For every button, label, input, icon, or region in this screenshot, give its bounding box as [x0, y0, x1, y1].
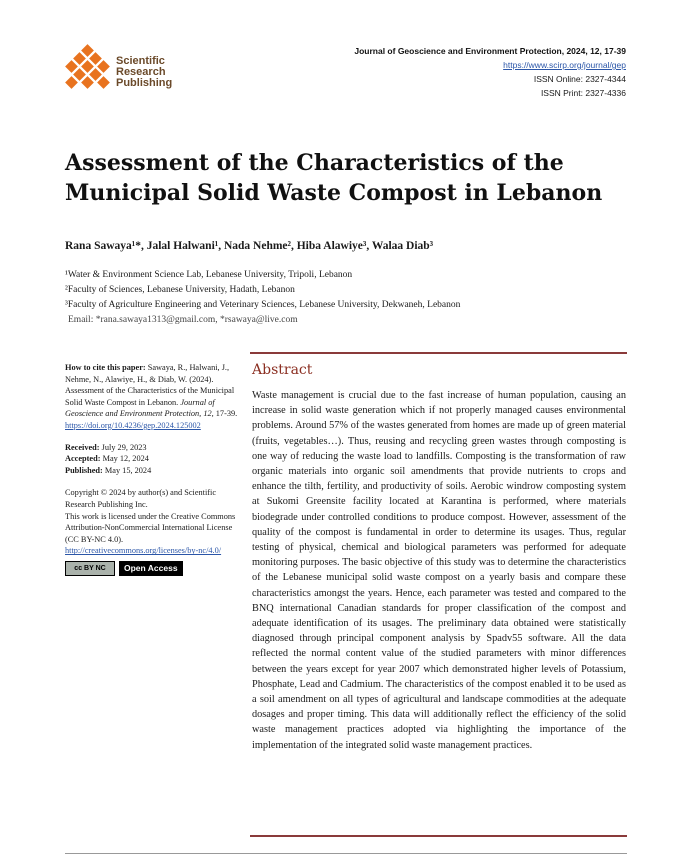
citation-text: Sawaya, R., Halwani, J., Nehme, N., Alawiye, H., & Diab, W. (2024). Assessment of the Characteristics of the Municipal Solid Waste Compost in Lebanon. [65, 363, 235, 407]
doi-link[interactable]: https://doi.org/10.4236/gep.2024.125002 [65, 420, 201, 430]
citation-journal: Journal of Geoscience and Environment Protection, 12, [65, 397, 215, 419]
citation-pages: 17-39. [215, 409, 238, 419]
paper-title: Assessment of the Characteristics of the Municipal Solid Waste Compost in Lebanon [65, 150, 603, 206]
logo-line: Publishing [116, 77, 173, 89]
issn-online: ISSN Online: 2327-4344 [533, 74, 626, 84]
accepted-date: May 12, 2024 [102, 454, 149, 464]
abstract-bottom-rule [250, 835, 627, 837]
diamond-grid-icon [65, 44, 117, 96]
license-badges [65, 561, 243, 576]
publisher-name [116, 56, 172, 89]
copyright-notice: Copyright © 2024 by author(s) and Scientific Research Publishing Inc. [65, 488, 217, 509]
received-label: Received: [65, 442, 100, 452]
abstract-heading: Abstract [252, 362, 313, 378]
journal-info [354, 44, 626, 100]
published-label: Published: [65, 465, 103, 475]
license-link[interactable]: http://creativecommons.org/licenses/by-nc/4.0/ [65, 546, 222, 556]
journal-link[interactable]: https://www.scirp.org/journal/gep [503, 60, 626, 70]
license-block [65, 487, 243, 576]
accepted-label: Accepted: [65, 454, 101, 464]
affiliation: ²Faculty of Sciences, Lebanese University, Hadath, Lebanon [65, 285, 295, 295]
cc-by-nc-badge-icon[interactable]: cc BY NC [65, 561, 115, 576]
license-text: This work is licensed under the Creative Commons Attribution-NonCommercial International License (CC BY-NC 4.0). [65, 511, 236, 544]
journal-name: Journal of Geoscience and Environment Protection, 2024, 12, 17-39 [354, 46, 626, 56]
publisher-logo [65, 44, 177, 104]
citation-label: How to cite this paper: [65, 363, 146, 372]
citation [65, 362, 243, 432]
article-sidebar [65, 362, 243, 576]
logo-line: Research [116, 66, 166, 78]
author-list: Rana Sawaya¹*, Jalal Halwani¹, Nada Nehme², Hiba Alawiye³, Walaa Diab³ [65, 240, 434, 252]
issn-print: ISSN Print: 2327-4336 [540, 88, 626, 98]
contact-email: Email: *rana.sawaya1313@gmail.com, *rsawaya@live.com [68, 315, 298, 325]
received-date: July 29, 2023 [101, 442, 147, 452]
logo-line: Scientific [116, 55, 165, 67]
abstract-top-rule [250, 352, 627, 354]
footer-rule [65, 853, 627, 854]
affiliation: ³Faculty of Agriculture Engineering and Veterinary Sciences, Lebanese University, Dekwaneh, Lebanon [65, 300, 461, 310]
open-access-badge[interactable]: Open Access [119, 561, 183, 576]
article-dates [65, 442, 243, 477]
abstract-body: Waste management is crucial due to the fast increase of human population, causing an increase in solid waste generation which if not properly managed causes environmental problems. Around 57% of the wastes generated from homes are made up of green material (fruits, vegetables…). Thus, reusing and recycling green wastes through composting is one way of reducing the waste load to landfills. Composting is the transformation of raw organic materials into organic soil amendments that provide nutrients to crops and enhance the tilth, fertility, and productivity of soils. Aerobic windrow composting system at Sukomi Greensite facility located at Karantina is performed, where materials biodegrade under controlled conditions to produce compost. However, assessment of the quality of the compost is fundamental in order to determine its usages. Thus, regular testing of physical, chemical and biological parameters was performed for adequate monitoring purposes. The basic objective of this study was to determine the characteristics of the Lebanese municipal solid waste compost on a yearly basis and compare these characteristics amongst the years. Hence, each parameter was tested and compared to the BNQ international Canadian standards for proper classification of the compost and adequate identification of its usages. The preliminary data obtained were statistically diagnosed through principal component analysis by Spadv55 software. All the data reflected the normal content value of the studied parameters with minor differences between the years except for year 2007 which demonstrated higher levels of Potassium, Phosphate, Lead and Cadmium. The characteristics of the compost enabled it to be used as a soil amendment on all types of agricultural and landscape commodities at the adequate dosages and proper timing. This data will additionally reflect the efficiency of the solid waste management practices adopted via highlighting the importance of the implementation of the integrated solid waste management practices. [252, 390, 626, 751]
published-date: May 15, 2024 [104, 465, 152, 475]
affiliation: ¹Water & Environment Science Lab, Lebanese University, Tripoli, Lebanon [65, 270, 353, 280]
